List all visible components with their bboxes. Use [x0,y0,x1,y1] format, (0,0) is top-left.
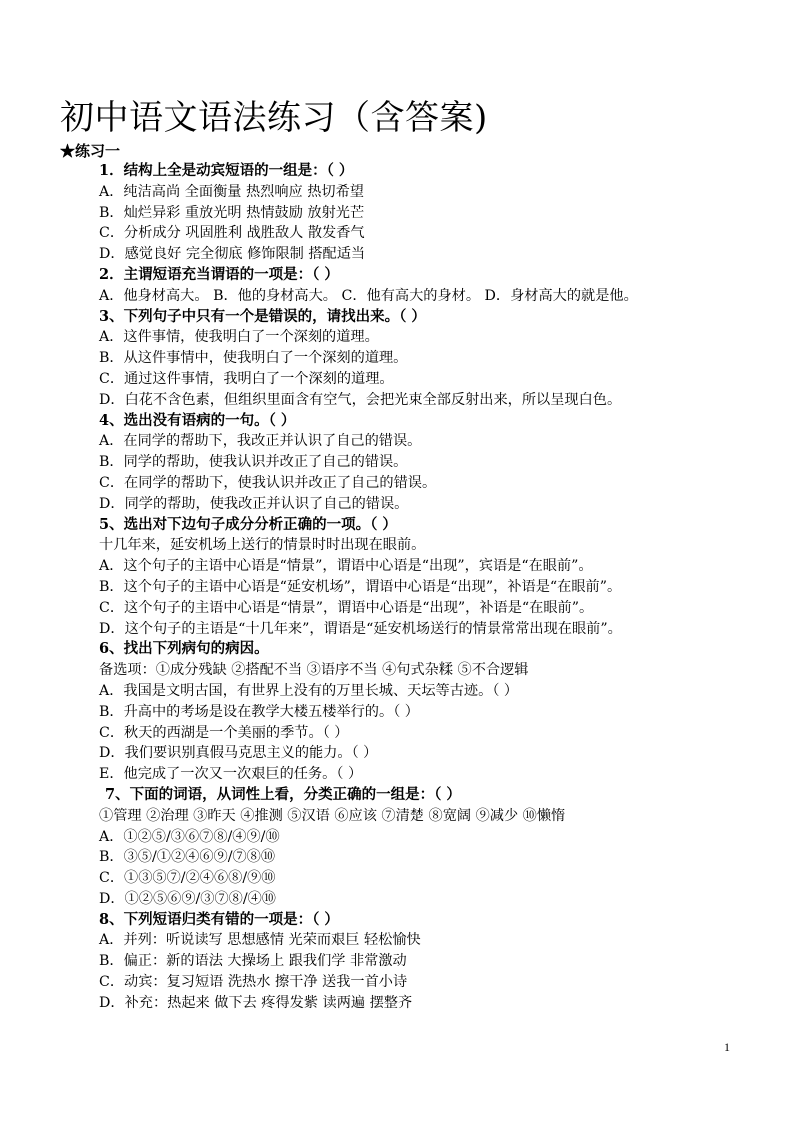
option-line: C．①③⑤⑦/②④⑥⑧/⑨⑩ [99,870,276,887]
option-line: D．这个句子的主语是“十几年来”，谓语是“延安机场送行的情景常常出现在眼前”。 [99,620,622,637]
page-number: 1 [724,1040,730,1054]
question-line: 5、选出对下边句子成分分析正确的一项。（ ） [99,515,397,533]
option-line: C．分析成分 巩固胜利 战胜敌人 散发香气 [99,225,365,242]
question-line: 8、下列短语归类有错的一项是：（ ） [99,910,339,928]
option-line: B．这个句子的主语中心语是“延安机场”，谓语中心语是“出现”，补语是“在眼前”。 [99,578,622,595]
option-line: D．同学的帮助，使我改正并认识了自己的错误。 [99,495,409,512]
option-line: D．白花不含色素，但组织里面含有空气，会把光束全部反射出来，所以呈现白色。 [99,391,622,408]
question-line: 2．主谓短语充当谓语的一项是：（ ） [99,265,339,283]
option-line: A．这件事情，使我明白了一个深刻的道理。 [99,329,379,346]
option-line: B．从这件事情中，使我明白了一个深刻的道理。 [99,350,408,367]
question-line: 7、下面的词语，从词性上看，分类正确的一组是：（ ） [105,785,461,803]
option-line: C．在同学的帮助下，使我认识并改正了自己的错误。 [99,474,437,491]
option-line: E．他完成了一次又一次艰巨的任务。（ ） [99,766,363,783]
option-line: A．①②⑤/③⑥⑦⑧/④⑨/⑩ [99,828,280,845]
option-line: A．他身材高大。 B．他的身材高大。 C．他有高大的身材。 D．身材高大的就是他。 [99,287,638,304]
option-line: B．灿烂异彩 重放光明 热情鼓励 放射光芒 [99,204,365,221]
text-line: 备选项：①成分残缺 ②搭配不当 ③语序不当 ④句式杂糅 ⑤不合逻辑 [99,662,529,679]
question-line: 3、下列句子中只有一个是错误的，请找出来。（ ） [99,307,426,325]
option-line: B．同学的帮助，使我认识并改正了自己的错误。 [99,454,408,471]
option-line: A．在同学的帮助下，我改正并认识了自己的错误。 [99,433,422,450]
option-line: D．补充：热起来 做下去 疼得发紫 读两遍 摆整齐 [99,994,413,1011]
exercise-content [99,161,779,1014]
option-line: C．秋天的西湖是一个美丽的季节。（ ） [99,724,349,741]
question-line: 6、找出下列病句的病因。 [99,640,269,658]
option-line: A．纯洁高尚 全面衡量 热烈响应 热切希望 [99,183,364,200]
text-line: ①管理 ②治理 ③昨天 ④推测 ⑤汉语 ⑥应该 ⑦清楚 ⑧宽阔 ⑨减少 ⑩懒惰 [99,807,566,824]
option-line: D．感觉良好 完全彻底 修饰限制 搭配适当 [99,246,366,263]
option-line: D．①②⑤⑥⑨/③⑦⑧/④⑩ [99,890,276,907]
option-line: D．我们要识别真假马克思主义的能力。（ ） [99,745,378,762]
option-line: C．通过这件事情，我明白了一个深刻的道理。 [99,370,394,387]
option-line: B．③⑤/①②④⑥⑨/⑦⑧⑩ [99,849,276,866]
question-line: 1．结构上全是动宾短语的一组是：（ ） [99,162,354,179]
option-line: B．偏正：新的语法 大操场上 跟我们学 非常激动 [99,953,407,970]
document-title: 初中语文语法练习（含答案) [60,98,488,138]
text-line: 十几年来，延安机场上送行的情景时时出现在眼前。 [99,537,426,554]
question-line: 4、选出没有语病的一句。（ ） [99,411,296,429]
option-line: C．动宾：复习短语 洗热水 擦干净 送我一首小诗 [99,974,408,991]
section-heading: ★练习一 [60,142,121,160]
option-line: A．我国是文明古国，有世界上没有的万里长城、天坛等古迹。（ ） [99,682,519,699]
option-line: A．这个句子的主语中心语是“情景”，谓语中心语是“出现”，宾语是“在眼前”。 [99,558,593,575]
option-line: B．升高中的考场是设在教学大楼五楼举行的。（ ） [99,703,419,720]
option-line: A．并列：听说读写 思想感情 光荣而艰巨 轻松愉快 [99,932,421,949]
option-line: C．这个句子的主语中心语是“情景”，谓语中心语是“出现”，补语是“在眼前”。 [99,599,594,616]
